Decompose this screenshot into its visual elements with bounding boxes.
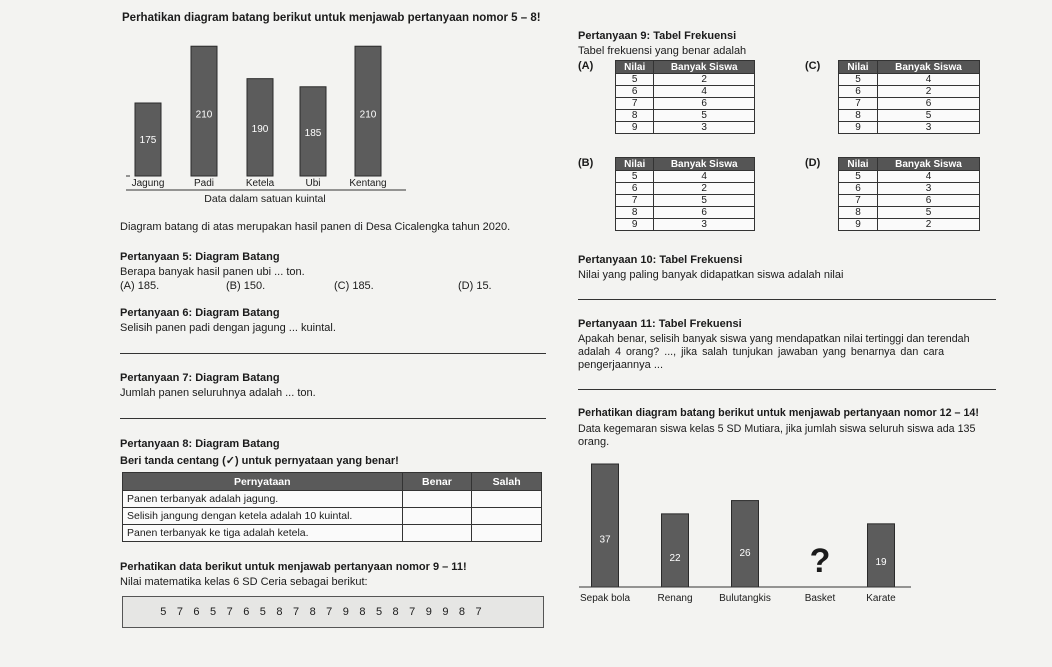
score-value: 8 (458, 606, 466, 618)
col-banyak: Banyak Siswa (654, 158, 755, 171)
hobby-bar-chart (575, 450, 920, 610)
q8-title: Pertanyaan 8: Diagram Batang (120, 438, 280, 450)
score-value: 5 (160, 606, 167, 618)
score-value: 7 (292, 606, 300, 618)
section-header-12-14: Perhatikan diagram batang berikut untuk menjawab pertanyaan nomor 12 – 14! (578, 407, 979, 419)
score-value: 7 (475, 606, 482, 618)
q6-text: Selisih panen padi dengan jagung ... kuintal. (120, 322, 336, 334)
q5-option-b[interactable]: (B) 150. (226, 280, 266, 292)
category-label: Sepak bola (579, 593, 631, 604)
q11-title: Pertanyaan 11: Tabel Frekuensi (578, 318, 742, 330)
table-row: 9 2 (839, 219, 980, 231)
q5-text: Berapa banyak hasil panen ubi ... ton. (120, 266, 305, 278)
q9-option-a-label[interactable]: (A) (578, 60, 594, 72)
q7-title: Pertanyaan 7: Diagram Batang (120, 372, 280, 384)
bar-bulutangkis (732, 501, 759, 587)
q7-text: Jumlah panen seluruhnya adalah ... ton. (120, 387, 316, 399)
q8-true-cell-2[interactable] (402, 508, 472, 525)
q5-title: Pertanyaan 5: Diagram Batang (120, 251, 280, 263)
q9-table-c (838, 60, 980, 134)
q8-instruction: Beri tanda centang (✓) untuk pernyataan yang benar! (120, 455, 399, 467)
table-row: 7 6 (616, 98, 755, 110)
category-label: Ketela (245, 178, 275, 189)
intro3-line1: Data kegemaran siswa kelas 5 SD Mutiara, jika jumlah siswa seluruh siswa ada 135 (578, 423, 976, 435)
score-value: 7 (326, 606, 333, 618)
q8-header-statement: Pernyataan (123, 473, 403, 491)
score-value: 5 (259, 606, 266, 618)
intro3-line2: orang. (578, 436, 610, 448)
score-value: 8 (309, 606, 316, 618)
q10-title: Pertanyaan 10: Tabel Frekuensi (578, 254, 743, 266)
q7-answer-line[interactable] (120, 418, 546, 419)
table-row: 6 2 (839, 86, 980, 98)
q5-option-a[interactable]: (A) 185. (120, 280, 160, 292)
q11-line3: pengerjaannya ... (578, 359, 664, 371)
q8-true-cell-1[interactable] (402, 491, 472, 508)
table-row (123, 491, 542, 508)
table-row: 8 5 (839, 110, 980, 122)
category-label: Karate (866, 593, 896, 604)
table-row: 5 2 (616, 74, 755, 86)
table-row: 8 5 (616, 110, 755, 122)
table-row: 8 5 (839, 207, 980, 219)
table-row: 9 3 (616, 122, 755, 134)
q9-option-c-label[interactable]: (C) (805, 60, 821, 72)
q8-header-true: Benar (402, 473, 472, 491)
q10-answer-line[interactable] (578, 299, 996, 300)
score-value: 9 (442, 606, 449, 618)
q6-answer-line[interactable] (120, 353, 546, 354)
q10-text: Nilai yang paling banyak didapatkan siswa adalah nilai (578, 269, 844, 281)
table-row: 5 4 (839, 74, 980, 86)
q6-title: Pertanyaan 6: Diagram Batang (120, 307, 280, 319)
chart1-description: Diagram batang di atas merupakan hasil panen di Desa Cicalengka tahun 2020. (120, 221, 511, 233)
section-header-9-11: Perhatikan data berikut untuk menjawab pertanyaan nomor 9 – 11! (120, 561, 467, 573)
q8-statement-2: Selisih jangung dengan ketela adalah 10 kuintal. (123, 508, 403, 525)
q9-table-b (615, 157, 755, 231)
score-value: 8 (359, 606, 366, 618)
category-label: Padi (193, 178, 215, 189)
q8-statement-3: Panen terbanyak ke tiga adalah ketela. (123, 525, 403, 542)
table-row: 8 6 (616, 207, 755, 219)
x-axis-caption: Data dalam satuan kuintal (204, 193, 326, 205)
q8-header-false: Salah (472, 473, 542, 491)
bar-value-label: 37 (599, 534, 611, 546)
q8-false-cell-1[interactable] (472, 491, 542, 508)
q8-false-cell-3[interactable] (472, 525, 542, 542)
bar-value-label: 26 (739, 548, 751, 560)
harvest-bar-chart (118, 24, 418, 214)
table-row: 6 3 (839, 183, 980, 195)
q9-title: Pertanyaan 9: Tabel Frekuensi (578, 30, 737, 42)
category-label: Jagung (131, 178, 165, 189)
table-row: 5 4 (616, 171, 755, 183)
table-row: 9 3 (616, 219, 755, 231)
col-nilai: Nilai (616, 61, 654, 74)
col-nilai: Nilai (839, 158, 878, 171)
bar-value-label: 210 (359, 109, 377, 121)
q8-statement-table (122, 472, 542, 542)
q5-option-c[interactable]: (C) 185. (334, 280, 374, 292)
score-value: 8 (392, 606, 399, 618)
score-value: 7 (226, 606, 233, 618)
score-value: 5 (375, 606, 383, 618)
q9-option-b-label[interactable]: (B) (578, 157, 594, 169)
q9-table-d (838, 157, 980, 231)
score-value: 7 (409, 606, 416, 618)
table-row: 9 3 (839, 122, 980, 134)
bar-renang (662, 514, 689, 587)
table-row: 6 4 (616, 86, 755, 98)
score-value: 7 (176, 606, 183, 618)
q5-option-d[interactable]: (D) 15. (458, 280, 492, 292)
score-data-box (122, 596, 544, 628)
bar-value-label: 175 (139, 135, 157, 147)
category-label: Basket (804, 593, 836, 604)
category-label: Renang (657, 593, 693, 604)
q9-text: Tabel frekuensi yang benar adalah (578, 45, 747, 57)
category-label: Kentang (349, 178, 387, 189)
bar-karate (868, 524, 895, 587)
bar-value-label: 19 (875, 556, 887, 568)
score-value: 6 (193, 606, 200, 618)
table-row: 7 5 (616, 195, 755, 207)
bar-value-label: 210 (195, 109, 213, 121)
category-label: Ubi (305, 178, 321, 189)
q11-answer-line[interactable] (578, 389, 996, 390)
unknown-value-mark: ? (809, 542, 831, 580)
bar-sepak-bola (592, 464, 619, 587)
score-value: 9 (342, 606, 349, 618)
section-header-5-8: Perhatikan diagram batang berikut untuk menjawab pertanyaan nomor 5 – 8! (122, 12, 541, 24)
score-value: 6 (243, 606, 250, 618)
col-banyak: Banyak Siswa (877, 61, 979, 74)
q9-option-d-label[interactable]: (D) (805, 157, 821, 169)
col-nilai: Nilai (839, 61, 878, 74)
col-banyak: Banyak Siswa (877, 158, 979, 171)
col-banyak: Banyak Siswa (654, 61, 755, 74)
score-value: 8 (276, 606, 283, 618)
table-row: 6 2 (616, 183, 755, 195)
bar-value-label: 22 (669, 553, 681, 565)
table-row: 5 4 (839, 171, 980, 183)
q11-line2: adalah 4 orang? ..., jika salah tunjukan jawaban yang benarnya dan cara (578, 346, 945, 358)
bar-value-label: 190 (251, 124, 269, 136)
table-row (123, 525, 542, 542)
col-nilai: Nilai (616, 158, 654, 171)
score-value: 5 (210, 606, 217, 618)
data-intro: Nilai matematika kelas 6 SD Ceria sebagai berikut: (120, 576, 368, 588)
category-label: Bulutangkis (719, 593, 771, 604)
q8-true-cell-3[interactable] (402, 525, 472, 542)
q8-statement-1: Panen terbanyak adalah jagung. (123, 491, 403, 508)
q11-line1: Apakah benar, selisih banyak siswa yang mendapatkan nilai tertinggi dan terendah (578, 333, 970, 345)
q9-table-a (615, 60, 755, 134)
bar-value-label: 185 (304, 127, 322, 139)
table-row: 7 6 (839, 98, 980, 110)
q8-false-cell-2[interactable] (472, 508, 542, 525)
table-row: 7 6 (839, 195, 980, 207)
table-row (123, 508, 542, 525)
score-value: 9 (425, 606, 432, 618)
